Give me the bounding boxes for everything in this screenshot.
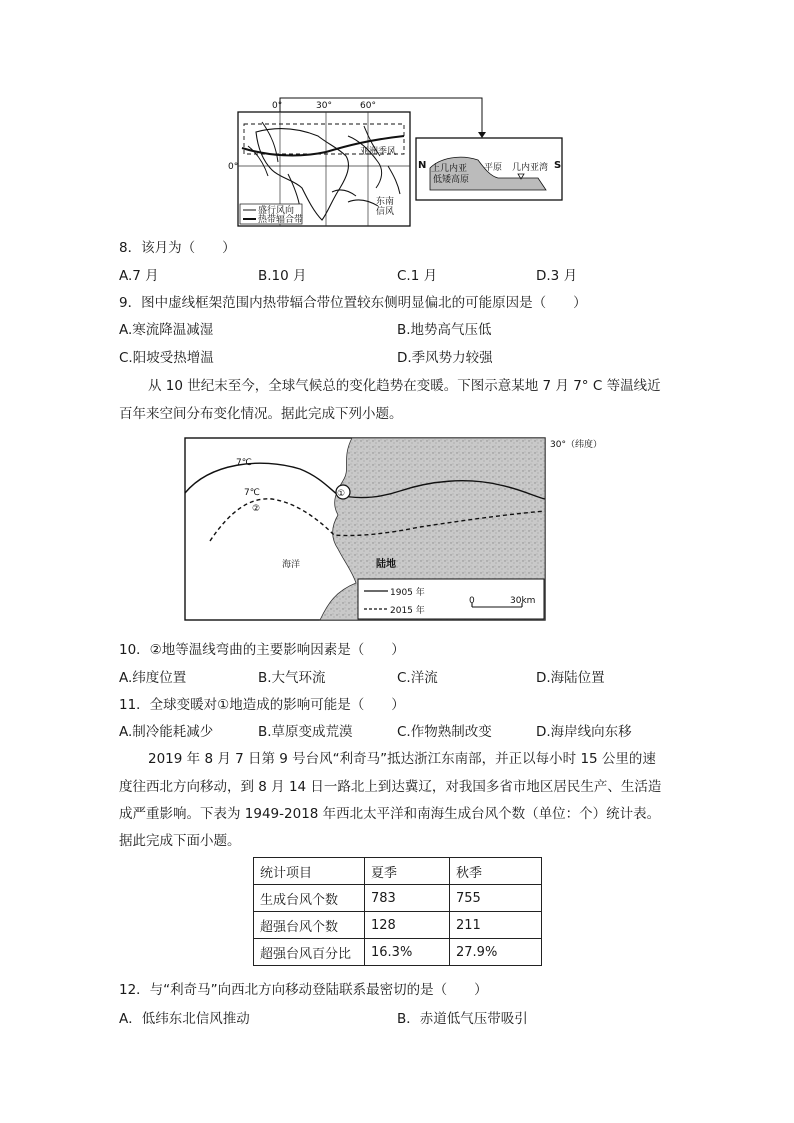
scale-30-label: 30km: [510, 596, 536, 606]
q12-stem: 12．与“利奇马”向西北方向移动登陆联系最密切的是（ ）: [119, 982, 488, 998]
q8-option-b[interactable]: B.10 月: [258, 268, 307, 284]
iso2-label: 7℃: [244, 488, 260, 498]
q8-option-d[interactable]: D.3 月: [536, 268, 578, 284]
q10-option-b[interactable]: B.大气环流: [258, 670, 326, 686]
point-2-label: ②: [252, 504, 261, 514]
lat-0-label: 0°: [228, 162, 239, 172]
se-trade-label-2: 信风: [376, 207, 395, 217]
lon-30-label: 30°: [316, 101, 332, 111]
table-cell: 211: [450, 912, 542, 939]
q10-stem: 10．②地等温线弯曲的主要影响因素是（ ）: [119, 642, 405, 658]
passage2-line3: 成严重影响。下表为 1949-2018 年西北太平洋和南海生成台风个数（单位：个）统计表。: [119, 806, 661, 822]
profile-lower-label: 低矮高原: [433, 175, 470, 185]
table-cell: 超强台风百分比: [254, 939, 365, 966]
q10-option-d[interactable]: D.海陆位置: [536, 670, 605, 686]
q11-option-d[interactable]: D.海岸线向东移: [536, 724, 632, 740]
passage1-line2: 百年来空间分布变化情况。据此完成下列小题。: [119, 406, 403, 422]
asia-monsoon-label: 亚洲季风: [360, 147, 397, 157]
q11-option-a[interactable]: A.制冷能耗减少: [119, 724, 214, 740]
q10-option-c[interactable]: C.洋流: [397, 670, 438, 686]
q9-option-d[interactable]: D.季风势力较强: [397, 350, 493, 366]
table-row: [254, 885, 542, 912]
q12-option-a[interactable]: A．低纬东北信风推动: [119, 1011, 250, 1027]
q11-option-c[interactable]: C.作物熟制改变: [397, 724, 492, 740]
profile-upper-label: 上几内亚: [431, 164, 468, 174]
point-1-label: ①: [337, 489, 346, 499]
q11-option-b[interactable]: B.草原变成荒漠: [258, 724, 353, 740]
profile-gulf-label: 几内亚湾: [512, 163, 549, 173]
table-cell: 生成台风个数: [254, 885, 365, 912]
q9-option-b[interactable]: B.地势高气压低: [397, 322, 492, 338]
passage1-line1: 从 10 世纪末至今，全球气候总的变化趋势在变暖。下图示意某地 7 月 7° C 等温线近: [148, 378, 661, 394]
q8-option-c[interactable]: C.1 月: [397, 268, 438, 284]
passage2-line1: 2019 年 8 月 7 日第 9 号台风“利奇马”抵达浙江东南部，并正以每小时 15 公里的速: [148, 751, 656, 767]
lon-0-label: 0°: [272, 101, 283, 111]
table-cell: 16.3%: [365, 939, 450, 966]
profile-plain-label: 平原: [484, 163, 503, 173]
table-header-row: [254, 858, 542, 885]
legend-wind-label: 盛行风向: [258, 206, 295, 216]
table-header: 夏季: [365, 858, 450, 885]
table-cell: 27.9%: [450, 939, 542, 966]
table-cell: 128: [365, 912, 450, 939]
table-header: 统计项目: [254, 858, 365, 885]
legend-1905-label: 1905 年: [390, 588, 425, 598]
legend-itcz-label: 热带辐合带: [258, 215, 304, 225]
q9-stem: 9．图中虚线框架范围内热带辐合带位置较东侧明显偏北的可能原因是（ ）: [119, 295, 587, 311]
scale-0-label: 0: [469, 596, 475, 606]
table-cell: 783: [365, 885, 450, 912]
q8-stem: 8．该月为（ ）: [119, 240, 236, 256]
profile-s-label: S: [554, 160, 562, 171]
table-cell: 超强台风个数: [254, 912, 365, 939]
q8-option-a[interactable]: A.7 月: [119, 268, 159, 284]
ocean-label: 海洋: [282, 560, 301, 570]
typhoon-stats-table: [253, 857, 542, 966]
table-cell: 755: [450, 885, 542, 912]
africa-wind-map: [228, 96, 568, 236]
connector-arrowhead: [478, 132, 486, 138]
lat-30-label: 30°（纬度）: [550, 440, 602, 450]
table-row: [254, 939, 542, 966]
se-trade-label-1: 东南: [376, 197, 395, 207]
passage2-line4: 据此完成下面小题。: [119, 833, 241, 849]
q10-option-a[interactable]: A.纬度位置: [119, 670, 187, 686]
table-row: [254, 912, 542, 939]
profile-n-label: N: [418, 160, 427, 171]
q12-option-b[interactable]: B．赤道低气压带吸引: [397, 1011, 528, 1027]
q11-stem: 11．全球变暖对①地造成的影响可能是（ ）: [119, 697, 405, 713]
q9-option-a[interactable]: A.寒流降温减湿: [119, 322, 214, 338]
iso1-label: 7℃: [236, 458, 252, 468]
legend-2015-label: 2015 年: [390, 606, 425, 616]
table-header: 秋季: [450, 858, 542, 885]
passage2-line2: 度往西北方向移动，到 8 月 14 日一路北上到达冀辽，对我国多省市地区居民生产、生活造: [119, 779, 662, 795]
isotherm-map: [180, 433, 680, 623]
land-label: 陆地: [376, 559, 396, 570]
q9-option-c[interactable]: C.阳坡受热增温: [119, 350, 214, 366]
lon-60-label: 60°: [360, 101, 376, 111]
